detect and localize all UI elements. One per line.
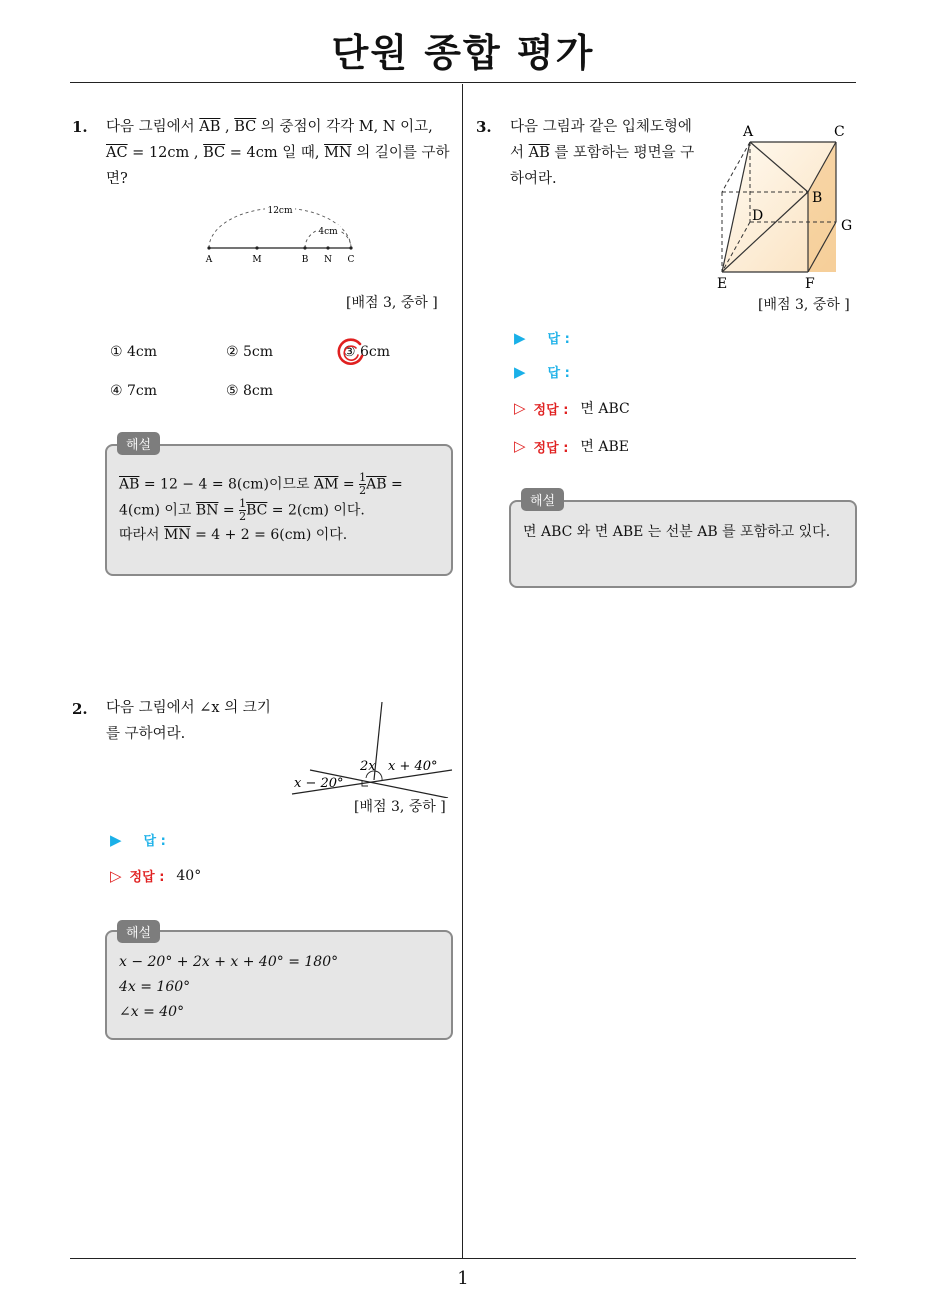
point-b	[303, 246, 306, 249]
label-x-minus-20: x − 20°	[294, 776, 344, 791]
question-2-answer-line[interactable]	[110, 830, 166, 849]
correct-label: 정답 :	[533, 440, 569, 456]
column-divider	[462, 84, 463, 1259]
question-3-score: [배점 3, 중하 ]	[758, 297, 850, 313]
choice-4[interactable]: ④ 7cm	[110, 383, 158, 399]
answer-arrow-icon: ▶	[514, 362, 526, 381]
label-a: A	[205, 255, 213, 265]
solution-line: x − 20° + 2x + x + 40° = 180°	[119, 954, 339, 970]
question-1-text: 다음 그림에서 $\overline{AB}$ , $\overline{BC}$ 의 중점이 각각 M, N 이고, $\overline{AC} = 12cm$ , $\overline{BC} = 4cm$ 일 때, $\overline{MN}$ 의 길이를 구하 면?	[106, 119, 450, 187]
question-3-text: 다음 그림과 같은 입체도형에 서 $\overline{AB}$ 를 포함하는 평면을 구 하여라.	[510, 119, 695, 187]
question-3-correct-line-1	[514, 398, 630, 418]
vertex-b: B	[812, 190, 823, 206]
question-2-correct-line	[110, 866, 201, 885]
correct-value: 면 ABE	[580, 439, 629, 455]
correct-arrow-icon: ▷	[514, 399, 526, 417]
question-3-number: 3.	[476, 118, 492, 136]
vertex-f: F	[805, 276, 815, 292]
answer-arrow-icon: ▶	[110, 830, 122, 849]
label-b: B	[301, 255, 309, 265]
question-2-number: 2.	[72, 700, 88, 718]
answer-label: 답 :	[547, 332, 570, 347]
solution-line: 4(cm) 이고 $\overline{BN}$ = $\frac{1}{2}$ $\overline{BC} = 2(cm)$ 이다.	[119, 496, 365, 523]
angle-figure	[290, 698, 460, 798]
point-m	[255, 246, 258, 249]
label-x-plus-40: x + 40°	[388, 759, 438, 774]
solution-line: 따라서 $\overline{MN} = 4 + 2 = 6(cm)$ 이다.	[119, 527, 348, 543]
answer-label: 답 :	[547, 366, 570, 381]
choice-1[interactable]: ① 4cm	[110, 344, 158, 360]
segment-figure	[195, 200, 365, 270]
vertex-d: D	[752, 208, 764, 224]
choice-3-label: 6cm	[360, 344, 391, 360]
question-3-solution-box	[509, 500, 857, 588]
label-12cm: 12cm	[267, 206, 293, 216]
label-4cm: 4cm	[318, 227, 338, 237]
vertex-e: E	[717, 276, 728, 292]
question-1-solution-tag: 해설	[117, 432, 160, 455]
question-1-score: [배점 3, 중하 ]	[346, 295, 438, 311]
question-2-score: [배점 3, 중하 ]	[354, 799, 446, 815]
answer-label: 답 :	[143, 834, 166, 849]
footer-rule	[70, 1258, 856, 1259]
label-n: N	[324, 255, 332, 265]
question-2-text: 다음 그림에서 ∠x 의 크기 를 구하여라.	[106, 700, 271, 742]
label-m: M	[252, 255, 262, 265]
correct-label: 정답 :	[533, 402, 569, 418]
solution-line: $\overline{AB} = 12 - 4 = 8(cm)$이므로 $\overline{AM}$ = $\frac{1}{2}$ $\overline{AB}$ =	[119, 471, 403, 497]
solution-line: ∠x = 40°	[119, 1004, 185, 1020]
question-2-solution-box	[105, 930, 453, 1040]
page-title: 단원 종합 평가	[331, 31, 595, 75]
solution-line: 4x = 160°	[119, 979, 191, 995]
choice-2[interactable]: ② 5cm	[226, 344, 274, 360]
correct-value: 40°	[176, 867, 202, 884]
correct-arrow-icon: ▷	[514, 437, 526, 455]
question-3-correct-line-2	[514, 436, 629, 456]
choice-5[interactable]: ⑤ 8cm	[226, 383, 274, 399]
correct-value: 면 ABC	[580, 401, 630, 417]
page-number: 1	[457, 1268, 469, 1289]
point-n	[326, 246, 329, 249]
solid-figure	[712, 120, 862, 295]
vertex-a: A	[743, 124, 754, 140]
question-3-answer-line-1[interactable]	[514, 328, 570, 347]
solution-text: 면 ABC 와 면 ABE 는 선분 AB 를 포함하고 있다.	[523, 524, 831, 540]
vertex-c: C	[834, 124, 845, 140]
correct-label: 정답 :	[129, 870, 165, 885]
label-2x: 2x	[360, 759, 376, 774]
point-a	[207, 246, 210, 249]
question-3-solution-tag: 해설	[521, 488, 564, 511]
correct-arrow-icon: ▷	[110, 866, 122, 885]
answer-mark-circle	[334, 336, 368, 370]
vertex-g: G	[841, 218, 853, 234]
question-3-answer-line-2[interactable]	[514, 362, 570, 381]
choice-3-marker: ③	[343, 344, 356, 360]
point-c	[349, 246, 352, 249]
question-2-solution-tag: 해설	[117, 920, 160, 943]
question-1-solution-box	[105, 444, 453, 576]
answer-arrow-icon: ▶	[514, 328, 526, 347]
question-1-number: 1.	[72, 118, 88, 136]
label-c: C	[347, 255, 355, 265]
header-rule	[70, 82, 856, 83]
